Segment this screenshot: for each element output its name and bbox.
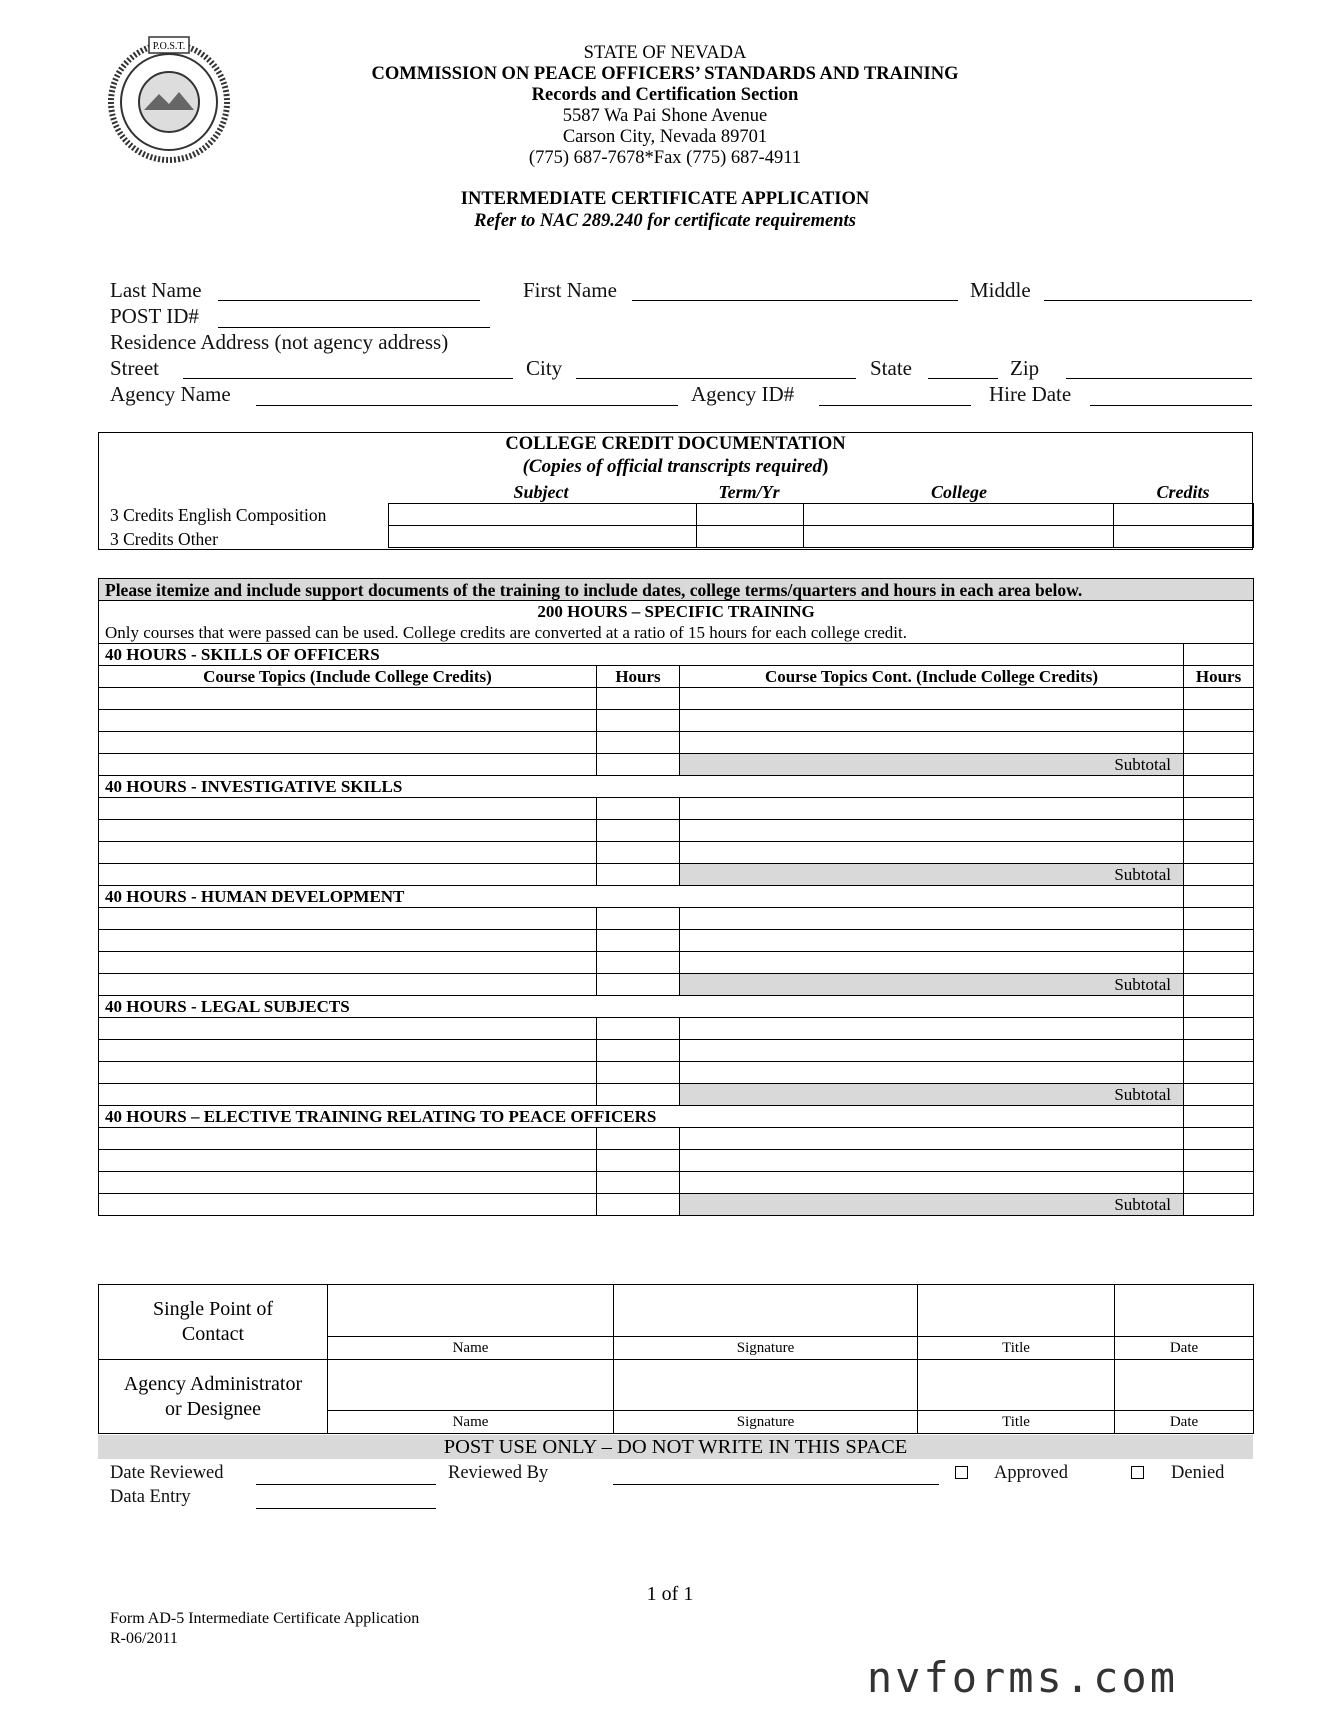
subtotal-label: Subtotal: [680, 974, 1184, 996]
course-topic-cell[interactable]: [99, 710, 597, 732]
course-topic-cell[interactable]: [99, 864, 597, 886]
section-title-tail: [1184, 776, 1254, 798]
admin-label: Agency Administrator or Designee: [99, 1360, 328, 1434]
spoc-date-caption: Date: [1115, 1337, 1254, 1360]
data-entry-label: Data Entry: [110, 1487, 191, 1507]
course-topic-cell[interactable]: [99, 1062, 597, 1084]
signature-table: [98, 1284, 1254, 1434]
hours-cont-cell[interactable]: [1184, 1128, 1254, 1150]
admin-date-caption: Date: [1115, 1411, 1254, 1434]
other-college-cell[interactable]: [804, 526, 1114, 548]
reviewed-by-label: Reviewed By: [448, 1463, 549, 1483]
subtotal-field[interactable]: [1184, 974, 1254, 996]
course-topic-cont-cell[interactable]: [680, 710, 1184, 732]
hours-cell[interactable]: [597, 1172, 680, 1194]
section-title-tail: [1184, 996, 1254, 1018]
admin-name-caption: Name: [328, 1411, 614, 1434]
section-title: 40 HOURS - HUMAN DEVELOPMENT: [99, 886, 1184, 908]
hours-cell[interactable]: [597, 952, 680, 974]
hours-cell[interactable]: [597, 842, 680, 864]
agency-name-field[interactable]: [256, 405, 678, 406]
college-col-term: Term/Yr: [718, 482, 780, 502]
course-topic-cont-cell[interactable]: [680, 1062, 1184, 1084]
hours-cont-cell[interactable]: [1184, 1172, 1254, 1194]
spoc-label: Single Point of Contact: [99, 1285, 328, 1360]
street-label: Street: [110, 356, 159, 380]
col-hours-cont: Hours: [1184, 666, 1254, 688]
section-title: 40 HOURS - SKILLS OF OFFICERS: [99, 644, 1184, 666]
hours-cell[interactable]: [597, 1084, 680, 1106]
english-subject-cell[interactable]: [389, 504, 697, 526]
course-topic-cont-cell[interactable]: [680, 820, 1184, 842]
first-name-label: First Name: [523, 278, 617, 302]
course-topic-cell[interactable]: [99, 1040, 597, 1062]
hours-cont-cell[interactable]: [1184, 1040, 1254, 1062]
spoc-name-field[interactable]: [328, 1285, 614, 1337]
hours-cont-cell[interactable]: [1184, 710, 1254, 732]
col-course-topics-cont: Course Topics Cont. (Include College Credits): [680, 666, 1184, 688]
city-label: City: [526, 356, 563, 380]
seal-label: P.O.S.T.: [152, 41, 186, 52]
hours-cell[interactable]: [597, 1040, 680, 1062]
subtotal-field[interactable]: [1184, 754, 1254, 776]
hours-cont-cell[interactable]: [1184, 732, 1254, 754]
training-instruction: Please itemize and include support documents of the training to include dates, college terms/quarters and hours in each area below.: [99, 579, 1254, 601]
course-topic-cell[interactable]: [99, 1172, 597, 1194]
hours-cell[interactable]: [597, 754, 680, 776]
admin-signature-field[interactable]: [614, 1360, 918, 1411]
course-topic-cont-cell[interactable]: [680, 1172, 1184, 1194]
street-address: 5587 Wa Pai Shone Avenue: [562, 106, 768, 126]
admin-date-field[interactable]: [1115, 1360, 1254, 1411]
zip-field[interactable]: [1066, 378, 1252, 379]
course-topic-cont-cell[interactable]: [680, 688, 1184, 710]
form-revision: R-06/2011: [110, 1630, 178, 1647]
hours-cell[interactable]: [597, 688, 680, 710]
hours-cell[interactable]: [597, 1018, 680, 1040]
city-address: Carson City, Nevada 89701: [562, 127, 768, 147]
course-topic-cell[interactable]: [99, 842, 597, 864]
approved-checkbox[interactable]: [955, 1466, 968, 1479]
course-topic-cont-cell[interactable]: [680, 1128, 1184, 1150]
hours-cell[interactable]: [597, 1062, 680, 1084]
college-col-college: College: [931, 482, 987, 502]
english-term-cell[interactable]: [697, 504, 804, 526]
course-topic-cell[interactable]: [99, 974, 597, 996]
subtotal-label: Subtotal: [680, 1084, 1184, 1106]
denied-label: Denied: [1171, 1463, 1225, 1483]
col-hours: Hours: [597, 666, 680, 688]
course-topic-cell[interactable]: [99, 798, 597, 820]
course-topic-cell[interactable]: [99, 1084, 597, 1106]
spoc-date-field[interactable]: [1115, 1285, 1254, 1337]
middle-name-field[interactable]: [1044, 300, 1252, 301]
form-number: Form AD-5 Intermediate Certificate Application: [110, 1610, 420, 1627]
data-entry-field[interactable]: [256, 1508, 436, 1509]
english-credits-cell[interactable]: [1114, 504, 1254, 526]
date-reviewed-label: Date Reviewed: [110, 1463, 224, 1483]
phone-fax: (775) 687-7678*Fax (775) 687-4911: [528, 148, 802, 168]
approved-label: Approved: [994, 1463, 1068, 1483]
course-topic-cell[interactable]: [99, 1128, 597, 1150]
college-credit-title: COLLEGE CREDIT DOCUMENTATION: [505, 434, 846, 454]
form-subtitle: Refer to NAC 289.240 for certificate requirements: [474, 211, 856, 231]
city-field[interactable]: [576, 378, 856, 379]
zip-label: Zip: [1010, 356, 1040, 380]
post-seal-logo: [104, 34, 234, 164]
agency-name-label: Agency Name: [110, 382, 231, 406]
course-topic-cell[interactable]: [99, 952, 597, 974]
section-title-tail: [1184, 1106, 1254, 1128]
form-title: INTERMEDIATE CERTIFICATE APPLICATION: [460, 189, 870, 209]
hours-cell[interactable]: [597, 930, 680, 952]
subtotal-label: Subtotal: [680, 1194, 1184, 1216]
course-topic-cell[interactable]: [99, 820, 597, 842]
hours-cont-cell[interactable]: [1184, 908, 1254, 930]
hours-cont-cell[interactable]: [1184, 1062, 1254, 1084]
course-topic-cont-cell[interactable]: [680, 908, 1184, 930]
course-topic-cell[interactable]: [99, 1150, 597, 1172]
section-title-tail: [1184, 644, 1254, 666]
section-name: Records and Certification Section: [531, 85, 799, 105]
course-topic-cell[interactable]: [99, 1194, 597, 1216]
spoc-title-caption: Title: [918, 1337, 1115, 1360]
middle-name-label: Middle: [970, 278, 1031, 302]
course-topic-cont-cell[interactable]: [680, 930, 1184, 952]
hours-cell[interactable]: [597, 864, 680, 886]
hours-cont-cell[interactable]: [1184, 798, 1254, 820]
college-row-english: 3 Credits English Composition: [110, 505, 327, 525]
hours-cont-cell[interactable]: [1184, 930, 1254, 952]
last-name-label: Last Name: [110, 278, 202, 302]
first-name-field[interactable]: [632, 300, 958, 301]
post-id-field[interactable]: [218, 327, 490, 328]
hours-cell[interactable]: [597, 798, 680, 820]
course-topic-cell[interactable]: [99, 908, 597, 930]
page-number: 1 of 1: [646, 1583, 694, 1605]
english-college-cell[interactable]: [804, 504, 1114, 526]
hours-cont-cell[interactable]: [1184, 1018, 1254, 1040]
residence-label: Residence Address (not agency address): [110, 330, 449, 354]
course-topic-cell[interactable]: [99, 732, 597, 754]
hours-cell[interactable]: [597, 732, 680, 754]
training-note: Only courses that were passed can be used. College credits are converted at a ratio of 15 hours for each college credit.: [99, 622, 1254, 644]
admin-signature-caption: Signature: [614, 1411, 918, 1434]
commission-name: COMMISSION ON PEACE OFFICERS’ STANDARDS AND TRAINING: [371, 64, 959, 84]
training-table: [98, 578, 1254, 1216]
street-field[interactable]: [183, 378, 513, 379]
subtotal-label: Subtotal: [680, 754, 1184, 776]
hire-date-field[interactable]: [1090, 405, 1252, 406]
course-topic-cell[interactable]: [99, 688, 597, 710]
state-label: State: [870, 356, 912, 380]
hours-cell[interactable]: [597, 710, 680, 732]
other-term-cell[interactable]: [697, 526, 804, 548]
course-topic-cont-cell[interactable]: [680, 798, 1184, 820]
other-subject-cell[interactable]: [389, 526, 697, 548]
hours-cont-cell[interactable]: [1184, 820, 1254, 842]
reviewed-by-field[interactable]: [613, 1484, 939, 1485]
college-credit-subtitle: (Copies of official transcripts required): [522, 456, 829, 477]
hours-cont-cell[interactable]: [1184, 842, 1254, 864]
course-topic-cont-cell[interactable]: [680, 732, 1184, 754]
agency-id-label: Agency ID#: [691, 382, 795, 406]
subtotal-label: Subtotal: [680, 864, 1184, 886]
college-col-subject: Subject: [513, 482, 569, 502]
hours-cell[interactable]: [597, 908, 680, 930]
spoc-signature-caption: Signature: [614, 1337, 918, 1360]
hours-cell[interactable]: [597, 1194, 680, 1216]
other-credits-cell[interactable]: [1114, 526, 1254, 548]
spoc-name-caption: Name: [328, 1337, 614, 1360]
denied-checkbox[interactable]: [1131, 1466, 1144, 1479]
hours-cell[interactable]: [597, 820, 680, 842]
last-name-field[interactable]: [218, 300, 480, 301]
section-title: 40 HOURS - LEGAL SUBJECTS: [99, 996, 1184, 1018]
course-topic-cell[interactable]: [99, 754, 597, 776]
college-row-other: 3 Credits Other: [110, 529, 218, 549]
hours-cell[interactable]: [597, 974, 680, 996]
admin-title-field[interactable]: [918, 1360, 1115, 1411]
training-heading: 200 HOURS – SPECIFIC TRAINING: [99, 601, 1254, 623]
course-topic-cell[interactable]: [99, 930, 597, 952]
date-reviewed-field[interactable]: [256, 1484, 436, 1485]
post-use-banner: POST USE ONLY – DO NOT WRITE IN THIS SPACE: [98, 1435, 1253, 1459]
col-course-topics: Course Topics (Include College Credits): [99, 666, 597, 688]
subtotal-field[interactable]: [1184, 864, 1254, 886]
admin-name-field[interactable]: [328, 1360, 614, 1411]
agency-id-field[interactable]: [819, 405, 971, 406]
section-title: 40 HOURS – ELECTIVE TRAINING RELATING TO PEACE OFFICERS: [99, 1106, 1184, 1128]
course-topic-cont-cell[interactable]: [680, 1040, 1184, 1062]
site-watermark: nvforms.com: [866, 1653, 1178, 1702]
hours-cont-cell[interactable]: [1184, 1150, 1254, 1172]
spoc-title-field[interactable]: [918, 1285, 1115, 1337]
hours-cell[interactable]: [597, 1150, 680, 1172]
subtotal-field[interactable]: [1184, 1084, 1254, 1106]
section-title-tail: [1184, 886, 1254, 908]
hours-cell[interactable]: [597, 1128, 680, 1150]
admin-title-caption: Title: [918, 1411, 1115, 1434]
course-topic-cont-cell[interactable]: [680, 1018, 1184, 1040]
hours-cont-cell[interactable]: [1184, 952, 1254, 974]
hours-cont-cell[interactable]: [1184, 688, 1254, 710]
subtotal-field[interactable]: [1184, 1194, 1254, 1216]
hire-date-label: Hire Date: [989, 382, 1072, 406]
course-topic-cont-cell[interactable]: [680, 842, 1184, 864]
post-id-label: POST ID#: [110, 304, 199, 328]
college-col-credits: Credits: [1156, 482, 1210, 502]
state-name: STATE OF NEVADA: [583, 43, 747, 63]
course-topic-cell[interactable]: [99, 1018, 597, 1040]
college-credit-grid: [388, 503, 1254, 548]
course-topic-cont-cell[interactable]: [680, 1150, 1184, 1172]
state-field[interactable]: [928, 378, 998, 379]
spoc-signature-field[interactable]: [614, 1285, 918, 1337]
section-title: 40 HOURS - INVESTIGATIVE SKILLS: [99, 776, 1184, 798]
course-topic-cont-cell[interactable]: [680, 952, 1184, 974]
